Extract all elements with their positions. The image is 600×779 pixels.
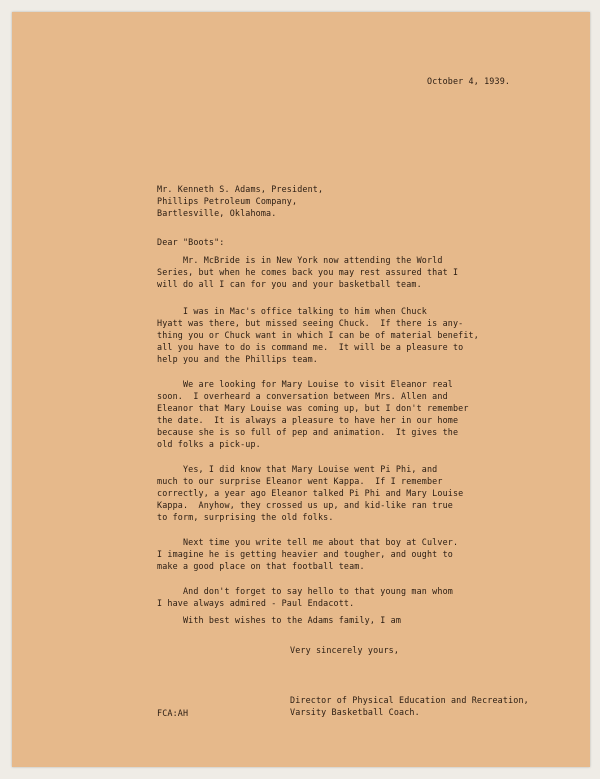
body-line: help you and the Phillips team. [157, 354, 318, 364]
reference-initials: FCA:AH [157, 708, 189, 718]
body-line: Hyatt was there, but missed seeing Chuck. If there is any- [157, 318, 464, 328]
body-line: all you have to do is command me. It will be a pleasure to [157, 342, 464, 352]
body-line: much to our surprise Eleanor went Kappa. If I remember [157, 476, 443, 486]
body-line: will do all I can for you and your basketball team. [157, 279, 422, 289]
body-line: I have always admired - Paul Endacott. [157, 598, 355, 608]
body-line: old folks a pick-up. [157, 439, 261, 449]
signature-title-line: Varsity Basketball Coach. [290, 707, 420, 717]
body-line: I imagine he is getting heavier and tougher, and ought to [157, 549, 453, 559]
body-line: And don't forget to say hello to that young man whom [157, 586, 453, 596]
inside-address [157, 184, 324, 234]
body-line: I was in Mac's office talking to him when Chuck [157, 306, 427, 316]
letter-date: October 4, 1939. [427, 76, 511, 86]
signature-title-line: Director of Physical Education and Recreation, [290, 695, 529, 705]
address-line: Phillips Petroleum Company, [157, 196, 298, 206]
body-line: We are looking for Mary Louise to visit Eleanor real [157, 379, 453, 389]
body-line: Mr. McBride is in New York now attending the World [157, 255, 443, 265]
letter-page [12, 12, 590, 767]
body-line: With best wishes to the Adams family, I am [157, 615, 402, 625]
body-line: make a good place on that football team. [157, 561, 365, 571]
body-line: Eleanor that Mary Louise was coming up, but I don't remember [157, 403, 469, 413]
salutation: Dear "Boots": [157, 237, 225, 247]
body-line: Yes, I did know that Mary Louise went Pi Phi, and [157, 464, 438, 474]
body-line: Next time you write tell me about that boy at Culver. [157, 537, 459, 547]
address-line: Mr. Kenneth S. Adams, President, [157, 184, 324, 194]
body-line: the date. It is always a pleasure to have her in our home [157, 415, 459, 425]
signature-block [290, 695, 529, 735]
body-line: because she is so full of pep and animation. It gives the [157, 427, 459, 437]
body-line: correctly, a year ago Eleanor talked Pi Phi and Mary Louise [157, 488, 464, 498]
body-line: thing you or Chuck want in which I can be of material benefit, [157, 330, 479, 340]
body-line: Kappa. Anyhow, they crossed us up, and kid-like ran true [157, 500, 453, 510]
body-line: Series, but when he comes back you may rest assured that I [157, 267, 459, 277]
body-line: soon. I overheard a conversation between Mrs. Allen and [157, 391, 448, 401]
body-line: to form, surprising the old folks. [157, 512, 334, 522]
complimentary-close: Very sincerely yours, [290, 645, 400, 655]
address-line: Bartlesville, Oklahoma. [157, 208, 277, 218]
